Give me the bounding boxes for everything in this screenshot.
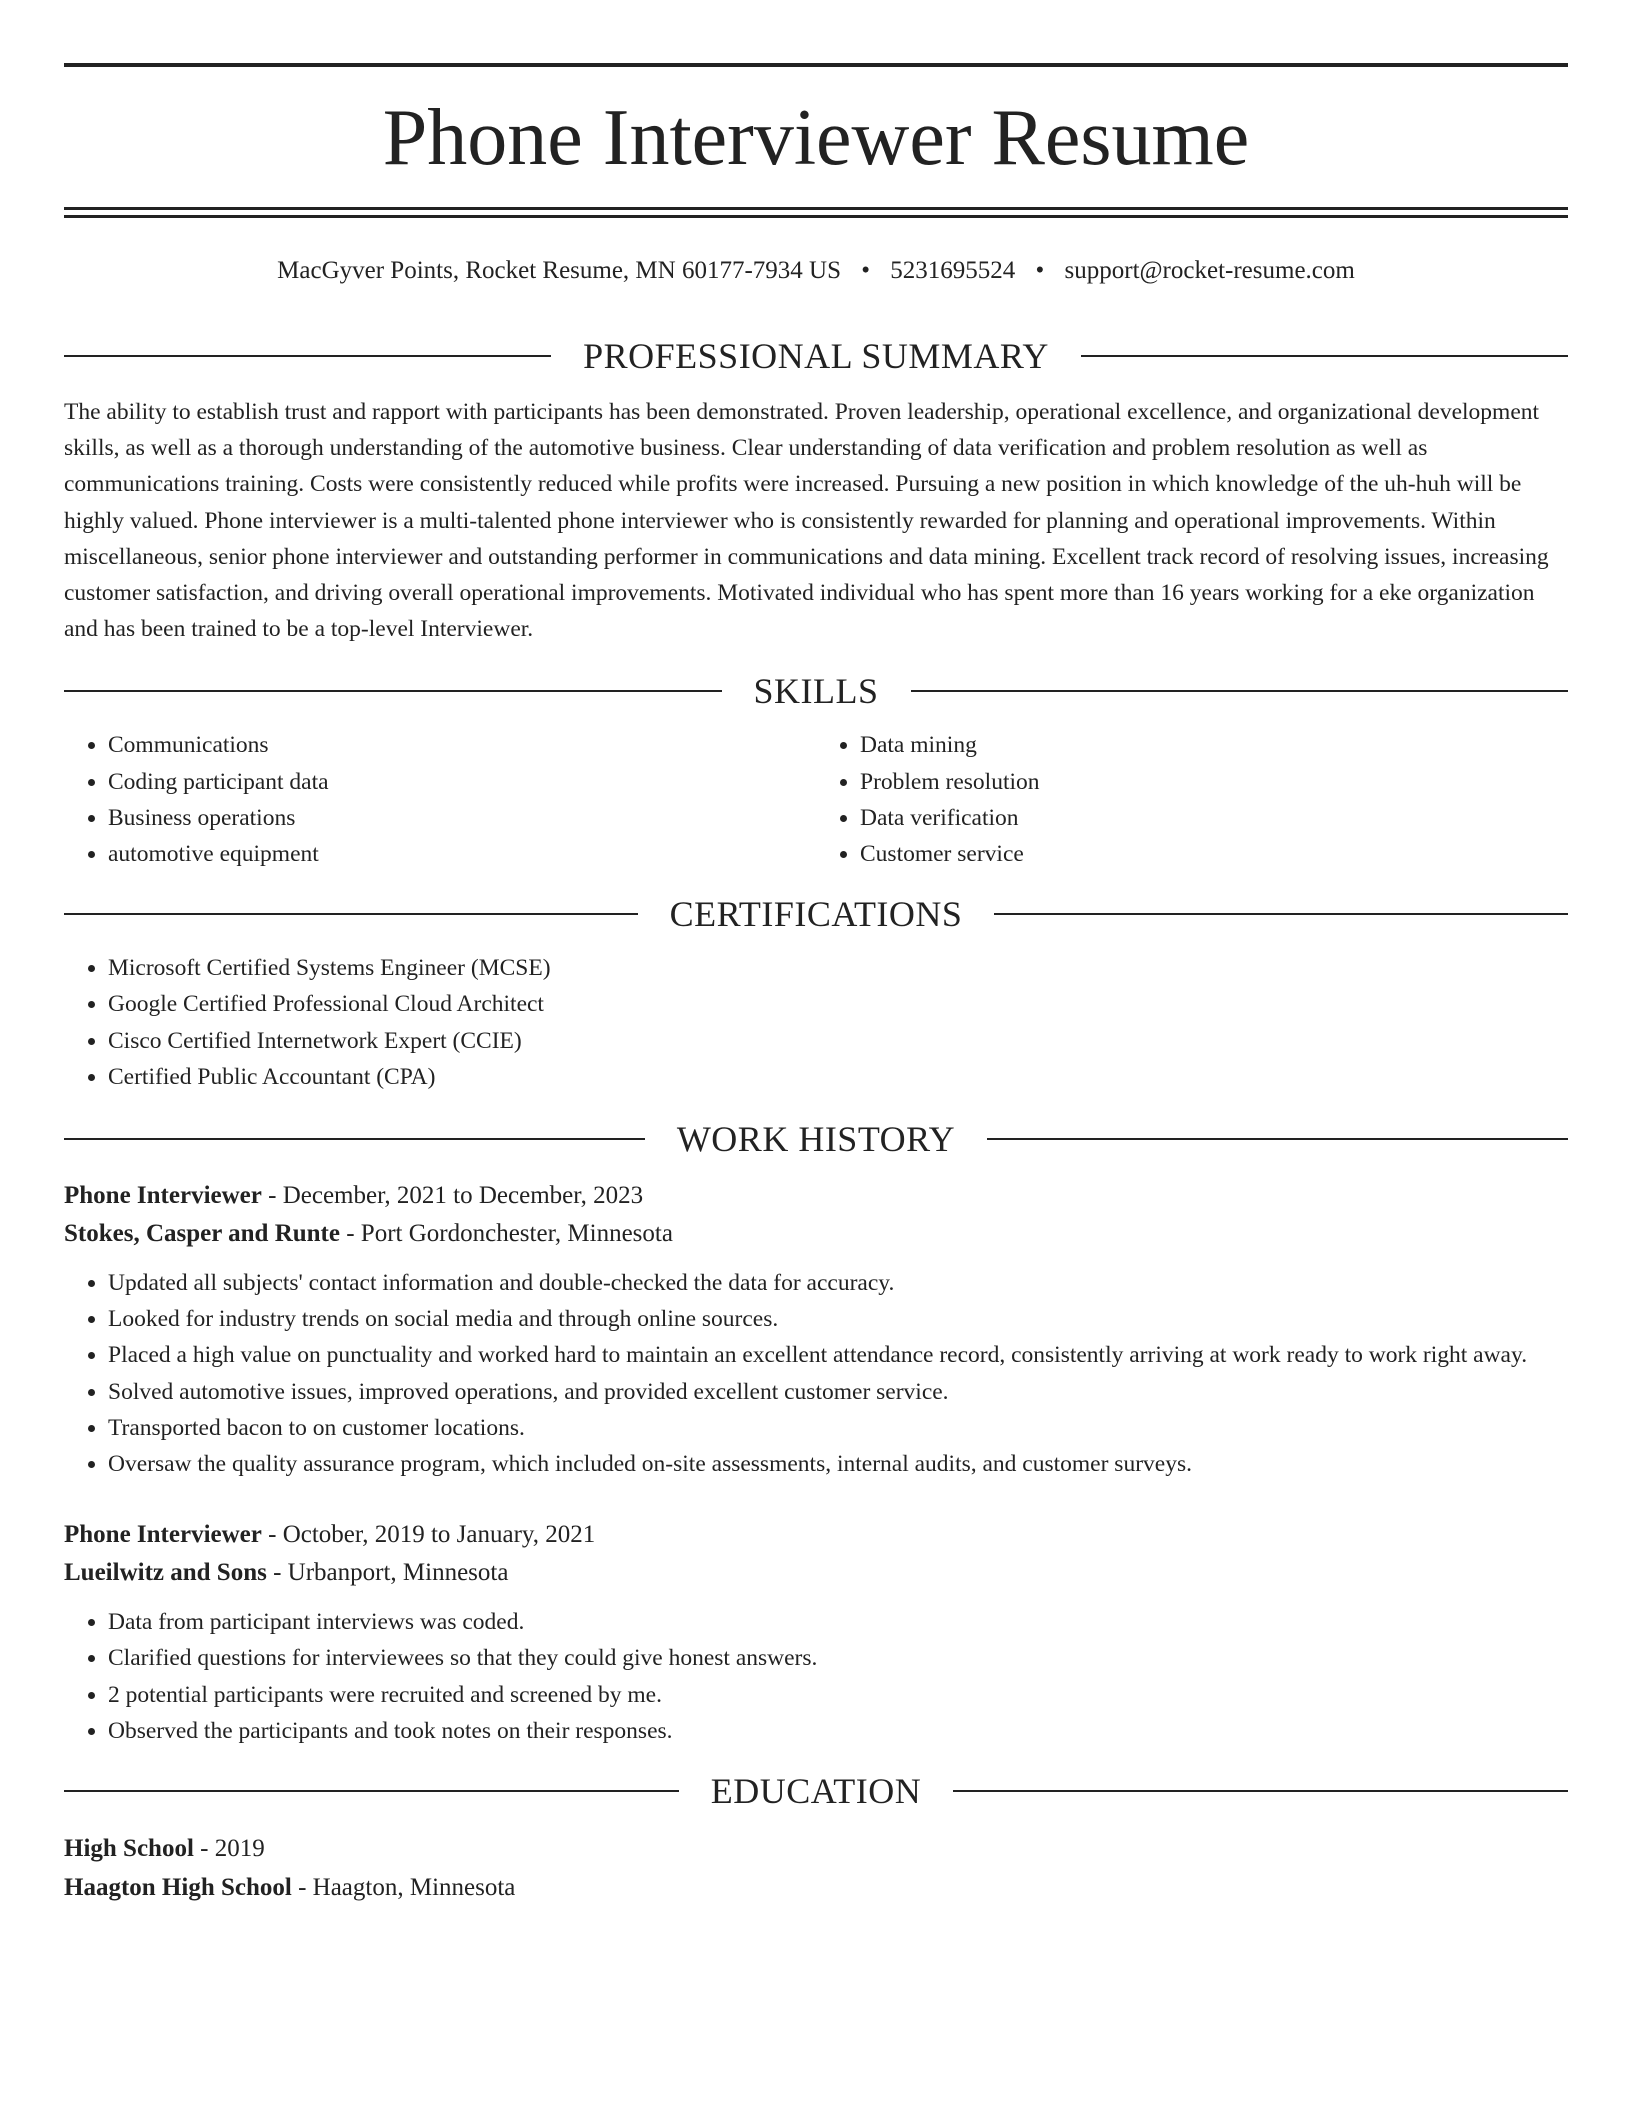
skills-column-right	[816, 727, 1568, 872]
summary-text: The ability to establish trust and rapport with participants has been demonstrated. Proven leadership, operational excellence, and organizational development skills, as well as a thorough understanding of the automotive business. Clear understanding of data verification and problem resolution as well as communications training. Costs were consistently reduced while profits were increased. Pursuing a new position in which knowledge of the uh-huh will be highly valued. Phone interviewer is a multi-talented phone interviewer who is consistently rewarded for planning and operational improvements. Within miscellaneous, senior phone interviewer and outstanding performer in communications and data mining. Excellent track record of resolving issues, increasing customer satisfaction, and driving overall operational improvements. Motivated individual who has spent more than 16 years working for a eke organization and has been trained to be a top-level Interviewer.	[64, 399, 1549, 643]
heading-rule	[911, 690, 1569, 692]
education-year: - 2019	[193, 1835, 265, 1863]
skill-item: • Communications	[108, 727, 816, 763]
contact-email: support@rocket-resume.com	[1064, 257, 1355, 284]
job-dates: - December, 2021 to December, 2023	[261, 1182, 644, 1210]
job-title-line	[64, 1516, 1568, 1554]
skills-heading	[64, 665, 1568, 717]
heading-rule	[64, 913, 638, 915]
education-entry	[64, 1829, 1568, 1907]
skills-list	[64, 727, 1568, 872]
certification-item: • Microsoft Certified Systems Engineer (MCSE)	[108, 950, 1568, 986]
contact-line	[64, 254, 1568, 288]
job-duty: • Solved automotive issues, improved operations, and provided excellent customer service.	[108, 1374, 1568, 1410]
job-title-line	[64, 1177, 1568, 1215]
job-duty: • Data from participant interviews was coded.	[108, 1604, 1568, 1640]
education-school: Haagton High School	[64, 1874, 292, 1902]
contact-separator: •	[861, 257, 871, 284]
summary-title: PROFESSIONAL SUMMARY	[583, 336, 1049, 376]
job-duties	[64, 1604, 1568, 1749]
contact-separator: •	[1035, 257, 1045, 284]
contact-phone: 5231695524	[890, 257, 1016, 284]
title-rule-lower	[64, 215, 1568, 218]
job-duty: • 2 potential participants were recruited and screened by me.	[108, 1677, 1568, 1713]
education-school-line	[64, 1868, 1568, 1907]
summary-heading	[64, 330, 1568, 382]
education-degree-line	[64, 1829, 1568, 1868]
work-history-heading	[64, 1113, 1568, 1165]
title-rule-upper	[64, 207, 1568, 210]
heading-rule	[64, 355, 551, 357]
skill-item: • Problem resolution	[860, 764, 1568, 800]
heading-rule	[64, 690, 722, 692]
job-entry	[64, 1516, 1568, 1749]
skill-item: • Business operations	[108, 800, 816, 836]
certification-item: • Cisco Certified Internetwork Expert (CCIE)	[108, 1023, 1568, 1059]
job-duty: • Placed a high value on punctuality and worked hard to maintain an excellent attendance record, consistently arriving at work ready to work right away.	[108, 1337, 1568, 1373]
job-location: - Urbanport, Minnesota	[266, 1559, 509, 1587]
skill-item: • Data mining	[860, 727, 1568, 763]
heading-rule	[64, 1790, 679, 1792]
job-company: Lueilwitz and Sons	[64, 1559, 267, 1587]
job-company-line	[64, 1215, 1568, 1253]
skill-item: • Coding participant data	[108, 764, 816, 800]
job-role: Phone Interviewer	[64, 1182, 262, 1210]
certification-item: • Certified Public Accountant (CPA)	[108, 1059, 1568, 1095]
skill-item: • automotive equipment	[108, 836, 816, 872]
top-rule	[64, 63, 1568, 67]
education-title: EDUCATION	[710, 1771, 922, 1812]
section-spacer	[64, 1749, 1568, 1765]
certifications-heading	[64, 888, 1568, 940]
education-location: - Haagton, Minnesota	[291, 1874, 516, 1902]
job-location: - Port Gordonchester, Minnesota	[339, 1220, 673, 1248]
job-duty: • Observed the participants and took notes on their responses.	[108, 1713, 1568, 1749]
skills-title: SKILLS	[753, 671, 879, 712]
skills-column-left	[64, 727, 816, 872]
education-heading	[64, 1765, 1568, 1817]
resume-content	[64, 330, 1568, 1907]
job-role: Phone Interviewer	[64, 1521, 262, 1549]
job-duty: • Updated all subjects' contact information and double-checked the data for accuracy.	[108, 1265, 1568, 1301]
resume-title: Phone Interviewer Resume	[382, 94, 1250, 182]
job-duty: • Clarified questions for interviewees so that they could give honest answers.	[108, 1640, 1568, 1676]
education-degree: High School	[64, 1835, 194, 1863]
job-dates: - October, 2019 to January, 2021	[261, 1521, 596, 1549]
certifications-title: CERTIFICATIONS	[669, 894, 963, 935]
job-duty: • Transported bacon to on customer locations.	[108, 1410, 1568, 1446]
job-entry	[64, 1177, 1568, 1482]
job-duty: • Oversaw the quality assurance program, which included on-site assessments, internal audits, and customer surveys.	[108, 1446, 1568, 1482]
work-history-title: WORK HISTORY	[676, 1119, 956, 1160]
heading-rule	[987, 1138, 1568, 1140]
contact-address: MacGyver Points, Rocket Resume, MN 60177-7934 US	[277, 257, 841, 284]
skill-item: • Customer service	[860, 836, 1568, 872]
heading-rule	[953, 1790, 1568, 1792]
heading-rule	[64, 1138, 645, 1140]
heading-rule	[994, 913, 1568, 915]
heading-rule	[1081, 355, 1568, 357]
certifications-list	[64, 950, 1568, 1095]
job-company-line	[64, 1554, 1568, 1592]
job-duty: • Looked for industry trends on social media and through online sources.	[108, 1301, 1568, 1337]
job-duties	[64, 1265, 1568, 1482]
job-company: Stokes, Casper and Runte	[64, 1220, 340, 1248]
skill-item: • Data verification	[860, 800, 1568, 836]
certification-item: • Google Certified Professional Cloud Architect	[108, 986, 1568, 1022]
